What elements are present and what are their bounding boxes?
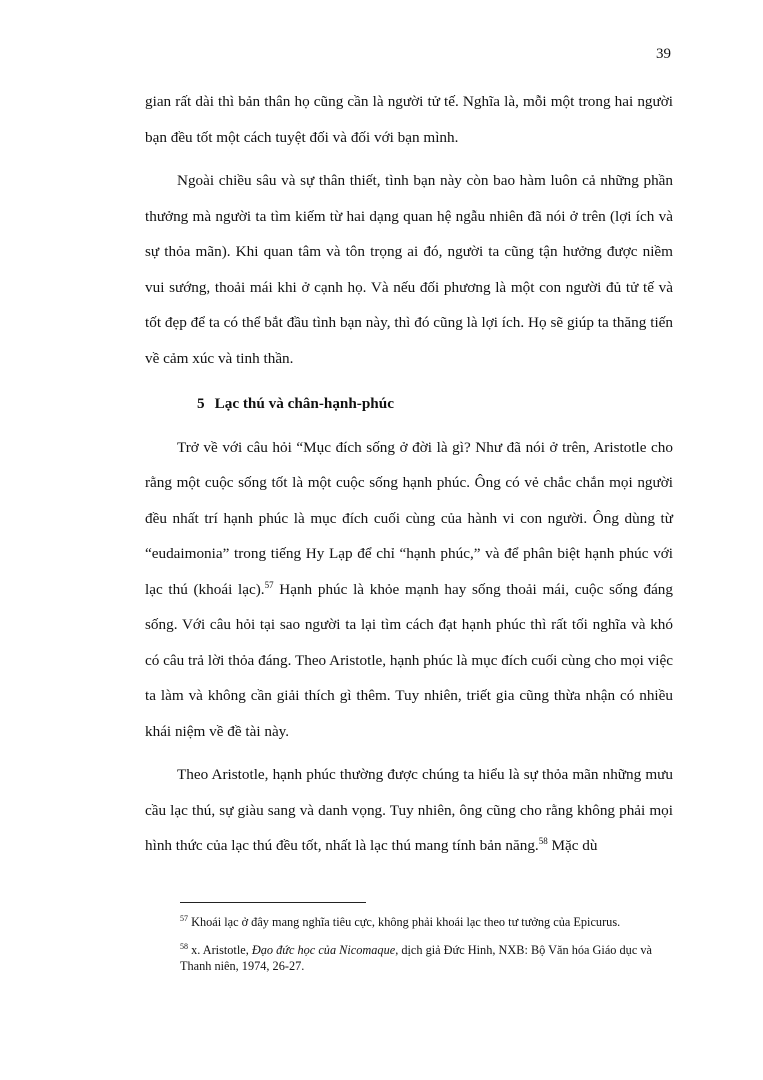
section-number: 5 [197, 395, 205, 412]
section-heading [145, 386, 673, 422]
paragraph [145, 757, 673, 864]
footnote-ref[interactable]: 58 [538, 835, 548, 846]
footnote [180, 914, 670, 930]
paragraph-text: Theo Aristotle, hạnh phúc thường được chúng ta hiểu là sự thỏa mãn những mưu cầu lạc thú, sự giàu sang và danh vọng. Tuy nhiên, ông cũng cho rằng không phải mọi hình thức của lạc thú đều tốt, nhất là lạc thú mang tính bản năng. [145, 766, 673, 854]
footnote-number: 57 [180, 913, 188, 923]
book-title: Đạo đức học của Nicomaque [251, 943, 396, 957]
paragraph-text: Trở về với câu hỏi “Mục đích sống ở đời là gì? Như đã nói ở trên, Aristotle cho rằng một cuộc sống tốt là một cuộc sống hạnh phúc. Ông có vẻ chắc chắn mọi người đều nhất trí hạnh phúc là mục đích cuối cùng của hành vi con người. Ông dùng từ “eudaimonia” trong tiếng Hy Lạp để chỉ “hạnh phúc,” và để phân biệt hạnh phúc với lạc thú (khoái lạc). [145, 438, 673, 598]
paragraph: Ngoài chiều sâu và sự thân thiết, tình bạn này còn bao hàm luôn cả những phần thưởng mà người ta tìm kiếm từ hai dạng quan hệ ngẫu nhiên đã nói ở trên (lợi ích và sự thỏa mãn). Khi quan tâm và tôn trọng ai đó, người ta cũng tận hưởng được niềm vui sướng, thoải mái khi ở cạnh họ. Và nếu đối phương là một con người đủ tử tế và tốt đẹp để ta có thể bắt đầu tình bạn này, thì đó cũng là lợi ích. Họ sẽ giúp ta thăng tiến về cảm xúc và tinh thần. [145, 172, 673, 367]
paragraph-continuation: gian rất dài thì bản thân họ cũng cần là người tử tế. Nghĩa là, mỗi một trong hai người bạn đều tốt một cách tuyệt đối và đối với bạn mình. [145, 93, 673, 146]
footnotes [180, 902, 670, 986]
footnote-text: , dịch giả Đức Hinh, NXB: Bộ Văn hóa Giáo dục và Thanh niên, 1974, 26-27. [180, 943, 652, 973]
paragraph-text: Hạnh phúc là khỏe mạnh hay sống thoải mái, cuộc sống đáng sống. Với câu hỏi tại sao người ta lại tìm cách đạt hạnh phúc thì rất tối nghĩa và khó có câu trả lời thỏa đáng. Theo Aristotle, hạnh phúc là mục đích cuối cùng cho mọi việc ta làm và không cần giải thích gì thêm. Tuy nhiên, triết gia cũng thừa nhận có nhiều khái niệm về đề tài này. [145, 580, 673, 740]
footnote-number: 58 [180, 941, 188, 951]
footnote-text: x. Aristotle, [188, 943, 252, 957]
footnote [180, 942, 670, 974]
footnote-text: Khoái lạc ở đây mang nghĩa tiêu cực, không phải khoái lạc theo tư tưởng của Epicurus. [188, 915, 621, 929]
paragraph-text: Mặc dù [547, 837, 598, 854]
section-title: Lạc thú và chân-hạnh-phúc [214, 395, 394, 412]
page-number: 39 [656, 46, 671, 62]
footnote-ref[interactable]: 57 [264, 579, 274, 590]
paragraph [145, 430, 673, 750]
main-text [145, 84, 673, 864]
